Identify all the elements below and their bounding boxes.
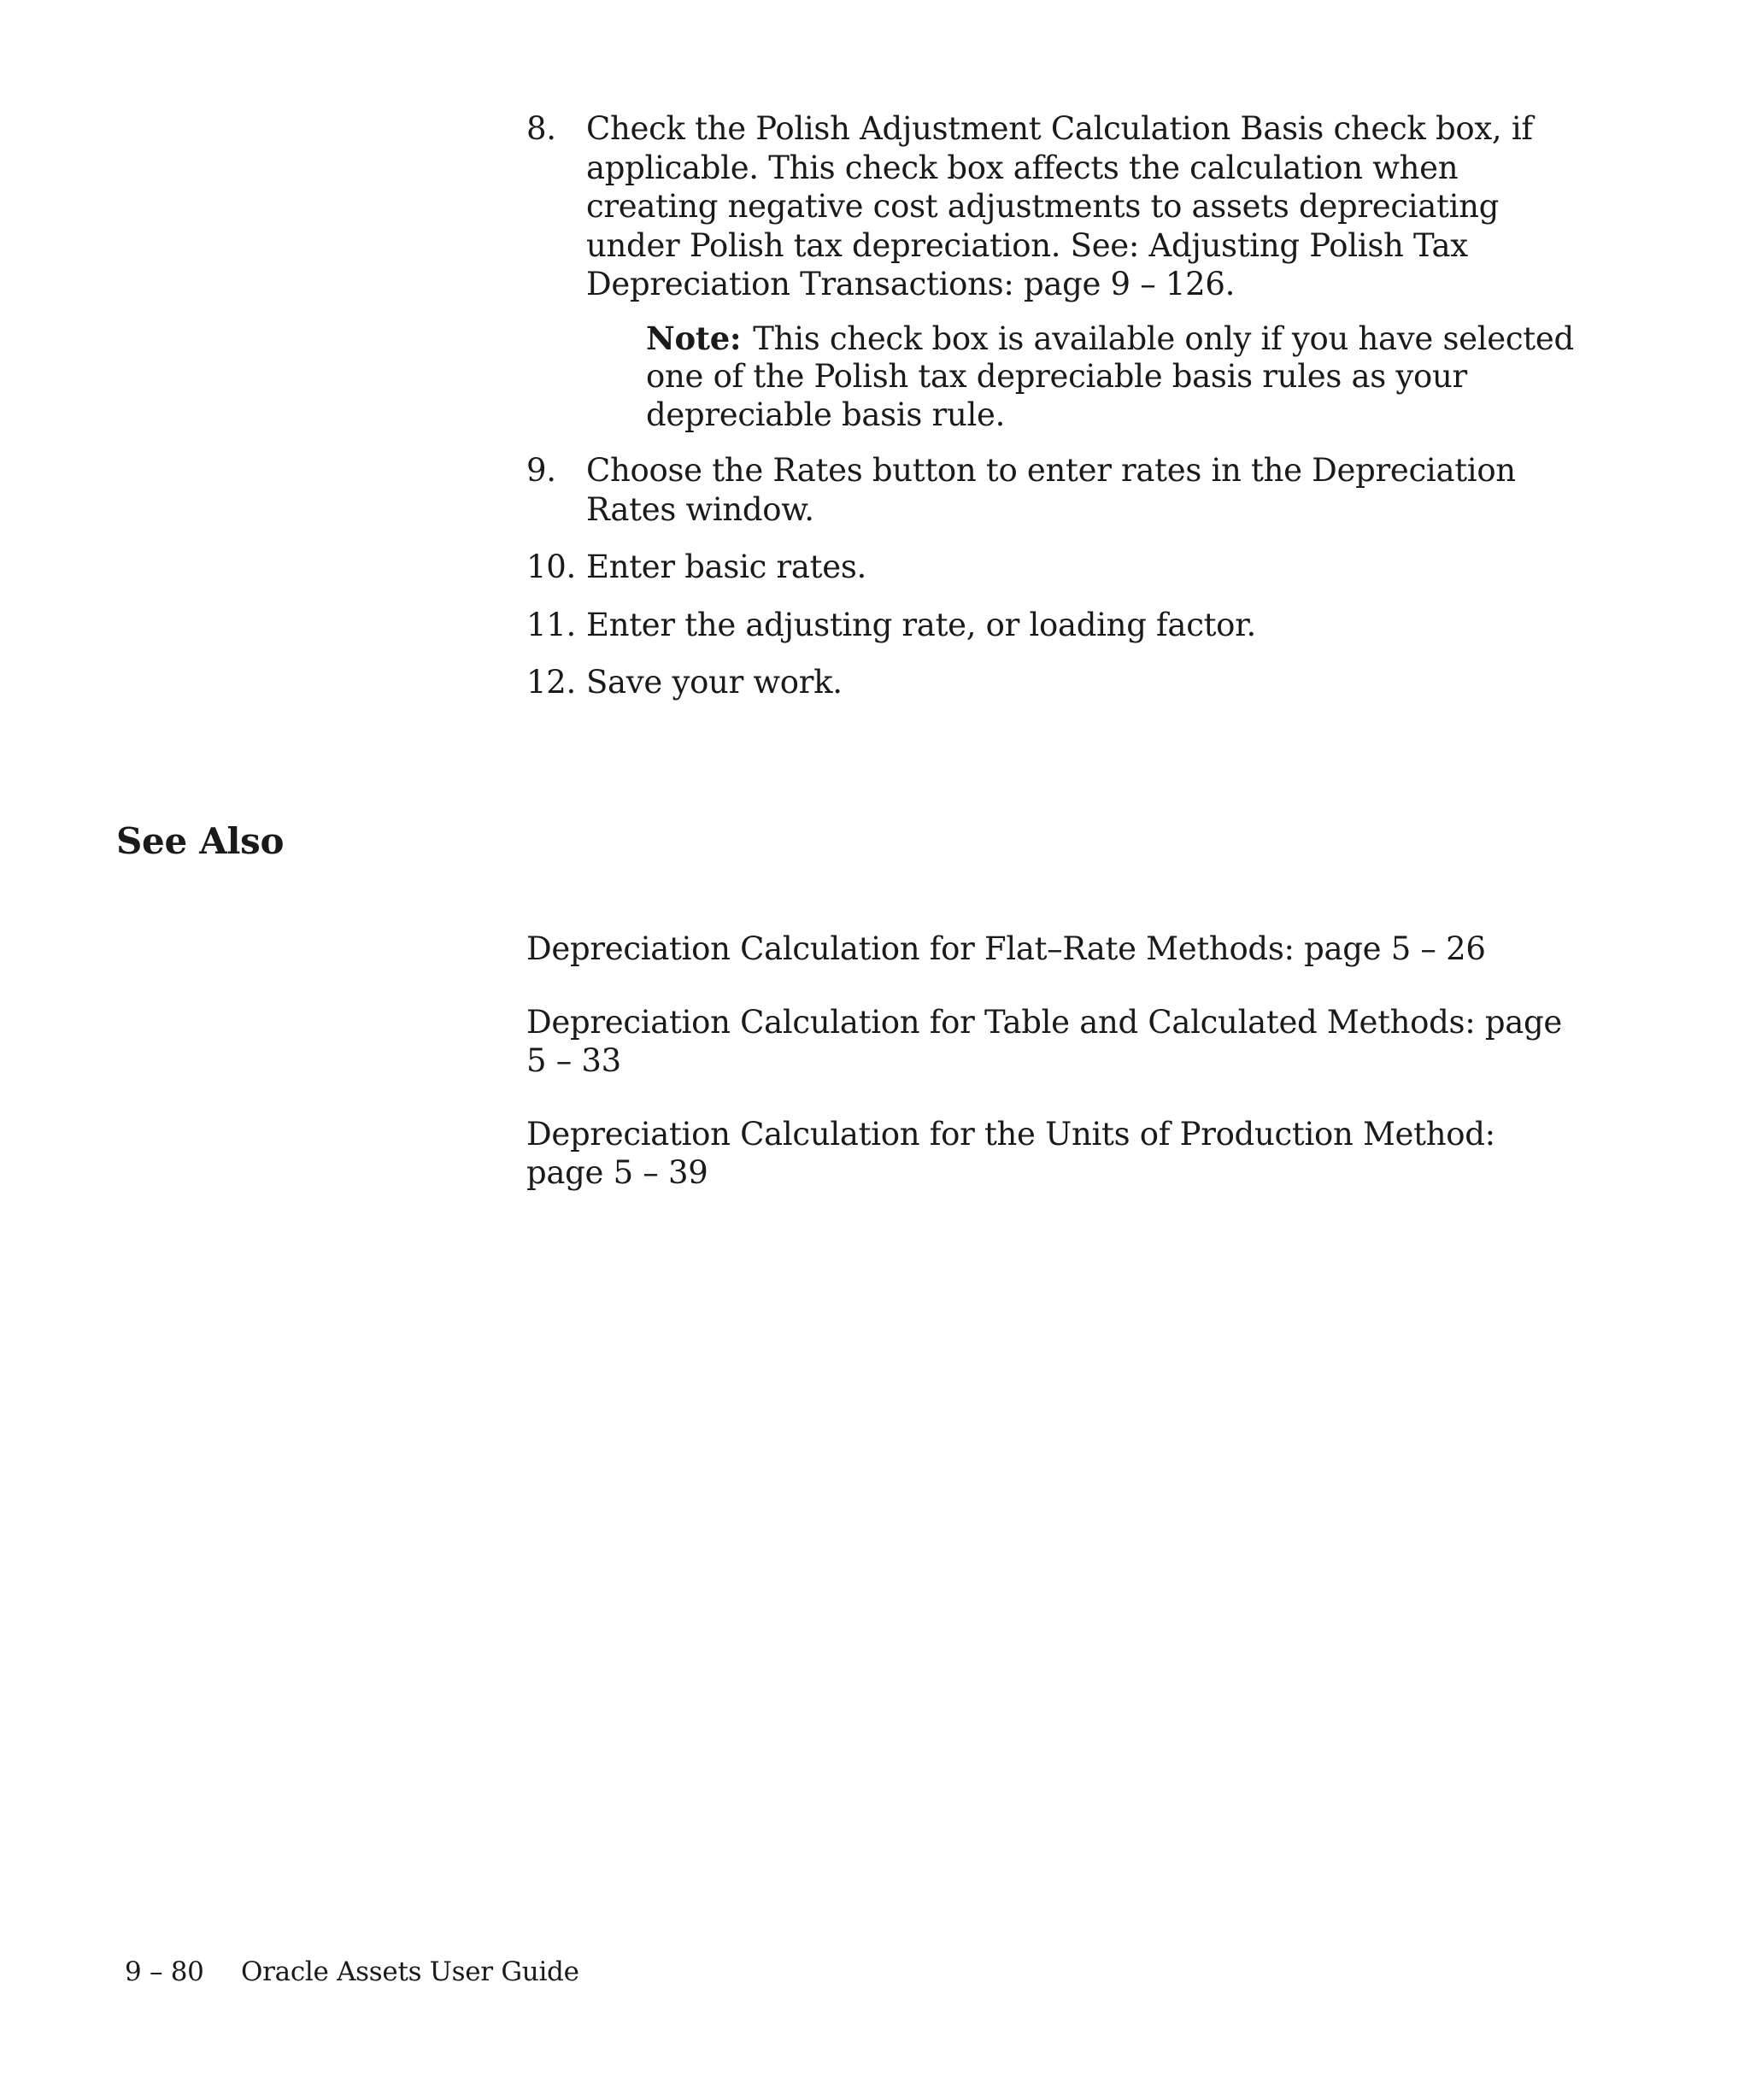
- step-item: [526, 451, 1577, 529]
- step-text: Enter the adjusting rate, or loading factor.: [586, 606, 1256, 643]
- step-number: 8.: [526, 110, 556, 147]
- footer-page-number: 9 – 80: [125, 1956, 204, 1987]
- see-also-link[interactable]: Depreciation Calculation for Table and Calculated Methods: page 5 – 33: [526, 1003, 1562, 1079]
- see-also-link[interactable]: Depreciation Calculation for Flat–Rate Methods: page 5 – 26: [526, 930, 1486, 967]
- note-label: Note:: [646, 319, 742, 357]
- see-also-list: [526, 930, 1586, 1227]
- step-text: Check the Polish Adjustment Calculation Basis check box, if applicable. This check box affects the calculation when creating negative cost adjustments to assets depreciating under Polish tax depreciation. See: Adjusting Polish Tax Depreciation Transactions: page 9 – 126.: [586, 110, 1533, 302]
- note-text: This check box is available only if you have selected one of the Polish tax depreciable basis rules as your depreciable basis rule.: [646, 320, 1574, 433]
- page-footer: [125, 1956, 579, 1987]
- step-number: 11.: [526, 606, 576, 643]
- step-text: Choose the Rates button to enter rates in the Depreciation Rates window.: [586, 452, 1516, 528]
- step-item: [526, 663, 1577, 702]
- step-text: Save your work.: [586, 664, 843, 701]
- step-item: [526, 109, 1577, 304]
- procedure-steps: [526, 109, 1577, 721]
- step-item: [526, 548, 1577, 587]
- step-number: 12.: [526, 664, 576, 701]
- step-text: Enter basic rates.: [586, 548, 866, 585]
- step-number: 10.: [526, 548, 576, 585]
- footer-book-title: Oracle Assets User Guide: [241, 1956, 579, 1987]
- see-also-heading: See Also: [116, 820, 285, 862]
- step-number: 9.: [526, 452, 556, 489]
- step-item: [526, 606, 1577, 645]
- note: [586, 320, 1577, 435]
- see-also-link[interactable]: Depreciation Calculation for the Units of Production Method: page 5 – 39: [526, 1115, 1495, 1191]
